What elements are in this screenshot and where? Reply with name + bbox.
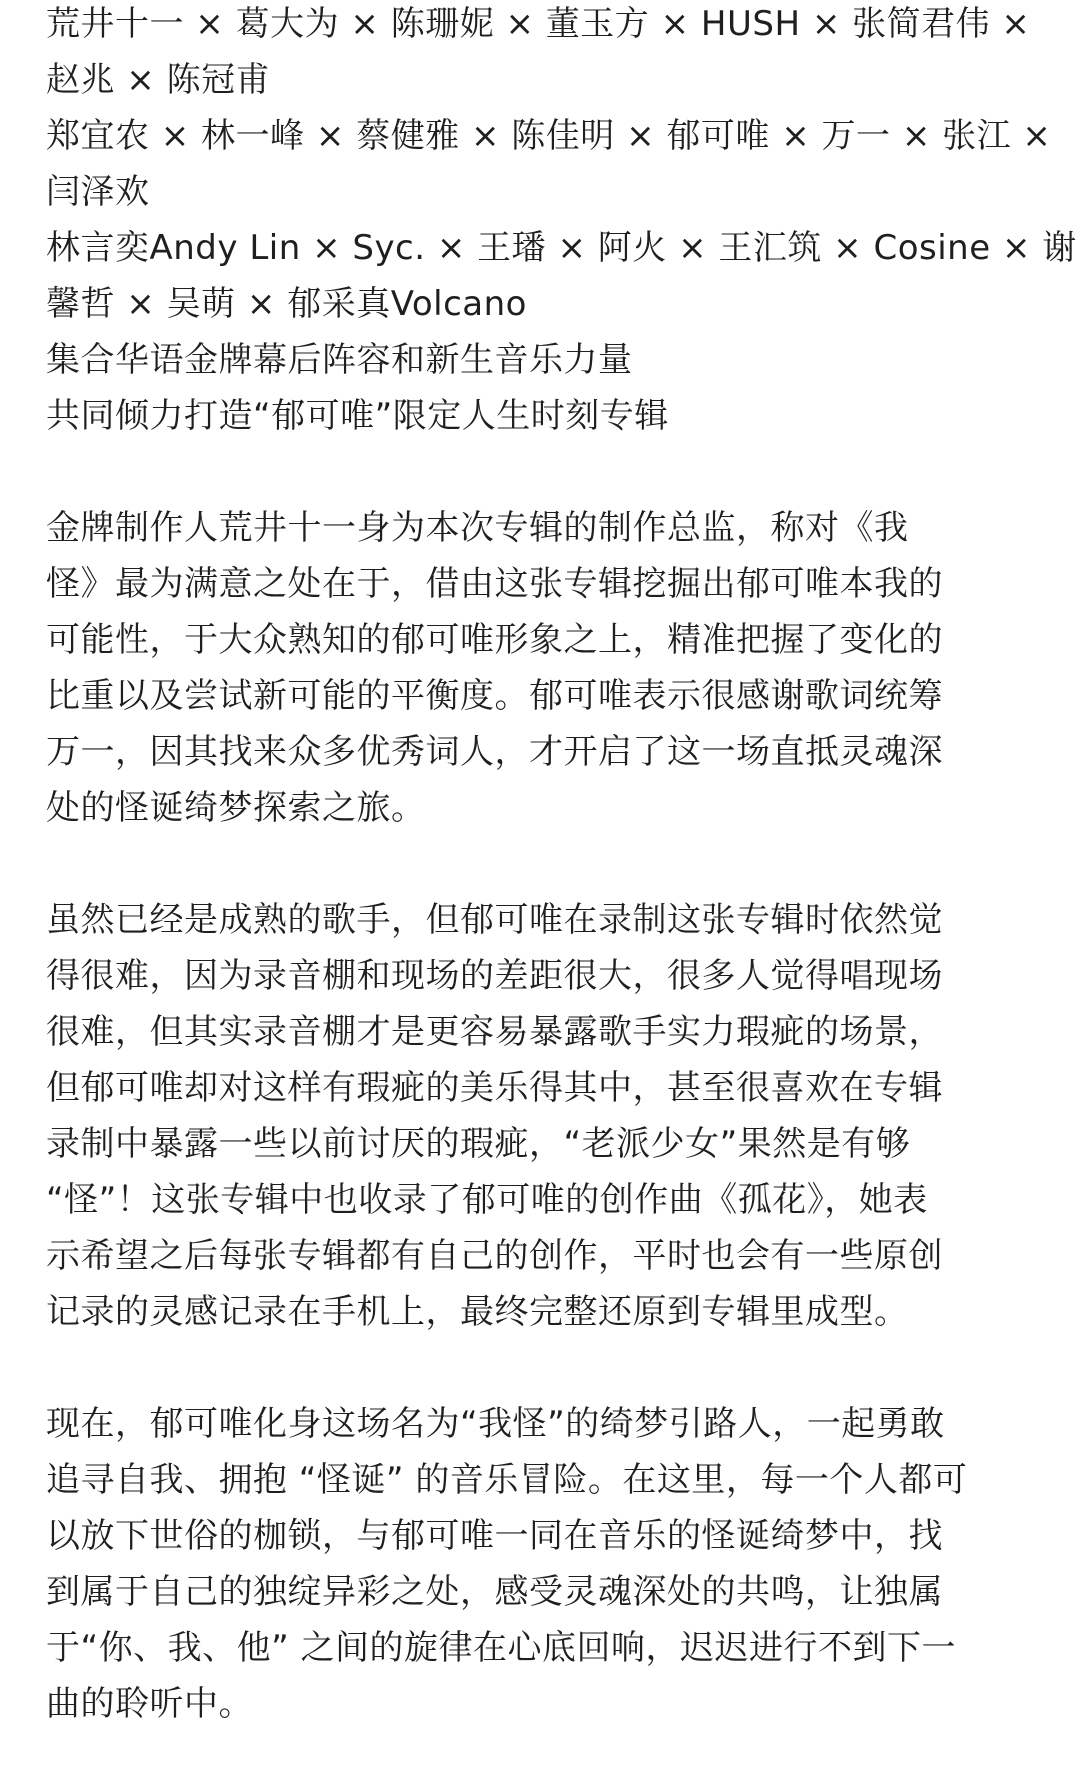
paragraph-recording bbox=[46, 892, 1036, 1340]
paragraph-line: 可能性，于大众熟知的郁可唯形象之上，精准把握了变化的 bbox=[46, 620, 943, 660]
paragraph-line: 处的怪诞绮梦探索之旅。 bbox=[46, 788, 426, 828]
article-body bbox=[46, 0, 1077, 1732]
paragraph-line: 示希望之后每张专辑都有自己的创作，平时也会有一些原创 bbox=[46, 1236, 943, 1276]
credits-line: 荒井十一 × 葛大为 × 陈珊妮 × 董玉方 × HUSH × 张简君伟 × bbox=[46, 4, 1031, 44]
paragraph-line: 金牌制作人荒井十一身为本次专辑的制作总监，称对《我 bbox=[46, 508, 909, 548]
paragraph-line: 很难，但其实录音棚才是更容易暴露歌手实力瑕疵的场景， bbox=[46, 1012, 943, 1052]
credits-line: 共同倾力打造“郁可唯”限定人生时刻专辑 bbox=[46, 396, 669, 436]
paragraph-line: 追寻自我、拥抱 “怪诞” 的音乐冒险。在这里，每一个人都可 bbox=[46, 1460, 968, 1500]
credits-line: 林言奕Andy Lin × Syc. × 王璠 × 阿火 × 王汇筑 × Cosine × 谢 bbox=[46, 228, 1077, 268]
paragraph-line: 万一，因其找来众多优秀词人，才开启了这一场直抵灵魂深 bbox=[46, 732, 943, 772]
paragraph-line: 曲的聆听中。 bbox=[46, 1684, 253, 1724]
paragraph-line: 录制中暴露一些以前讨厌的瑕疵，“老派少女”果然是有够 bbox=[46, 1124, 911, 1164]
credits-line: 馨哲 × 吴萌 × 郁采真Volcano bbox=[46, 284, 527, 324]
paragraph-closing bbox=[46, 1396, 1036, 1732]
paragraph-line: 于“你、我、他” 之间的旋律在心底回响，迟迟进行不到下一 bbox=[46, 1628, 957, 1668]
paragraph-line: 虽然已经是成熟的歌手，但郁可唯在录制这张专辑时依然觉 bbox=[46, 900, 943, 940]
paragraph-line: 但郁可唯却对这样有瑕疵的美乐得其中，甚至很喜欢在专辑 bbox=[46, 1068, 943, 1108]
paragraph-line: 记录的灵感记录在手机上，最终完整还原到专辑里成型。 bbox=[46, 1292, 909, 1332]
credits-line: 赵兆 × 陈冠甫 bbox=[46, 60, 271, 100]
credits-line: 闫泽欢 bbox=[46, 172, 150, 212]
paragraph-line: 得很难，因为录音棚和现场的差距很大，很多人觉得唱现场 bbox=[46, 956, 943, 996]
paragraph-producer bbox=[46, 500, 1036, 836]
credits-line: 集合华语金牌幕后阵容和新生音乐力量 bbox=[46, 340, 633, 380]
paragraph-line: 怪》最为满意之处在于，借由这张专辑挖掘出郁可唯本我的 bbox=[46, 564, 943, 604]
paragraph-line: 到属于自己的独绽异彩之处，感受灵魂深处的共鸣，让独属 bbox=[46, 1572, 943, 1612]
paragraph-line: 现在，郁可唯化身这场名为“我怪”的绮梦引路人，一起勇敢 bbox=[46, 1404, 945, 1444]
paragraph-line: 以放下世俗的枷锁，与郁可唯一同在音乐的怪诞绮梦中，找 bbox=[46, 1516, 943, 1556]
paragraph-line: “怪”！这张专辑中也收录了郁可唯的创作曲《孤花》，她表 bbox=[46, 1180, 928, 1220]
credits-list bbox=[46, 0, 1077, 444]
credits-line: 郑宜农 × 林一峰 × 蔡健雅 × 陈佳明 × 郁可唯 × 万一 × 张江 × bbox=[46, 116, 1052, 156]
paragraph-line: 比重以及尝试新可能的平衡度。郁可唯表示很感谢歌词统筹 bbox=[46, 676, 943, 716]
